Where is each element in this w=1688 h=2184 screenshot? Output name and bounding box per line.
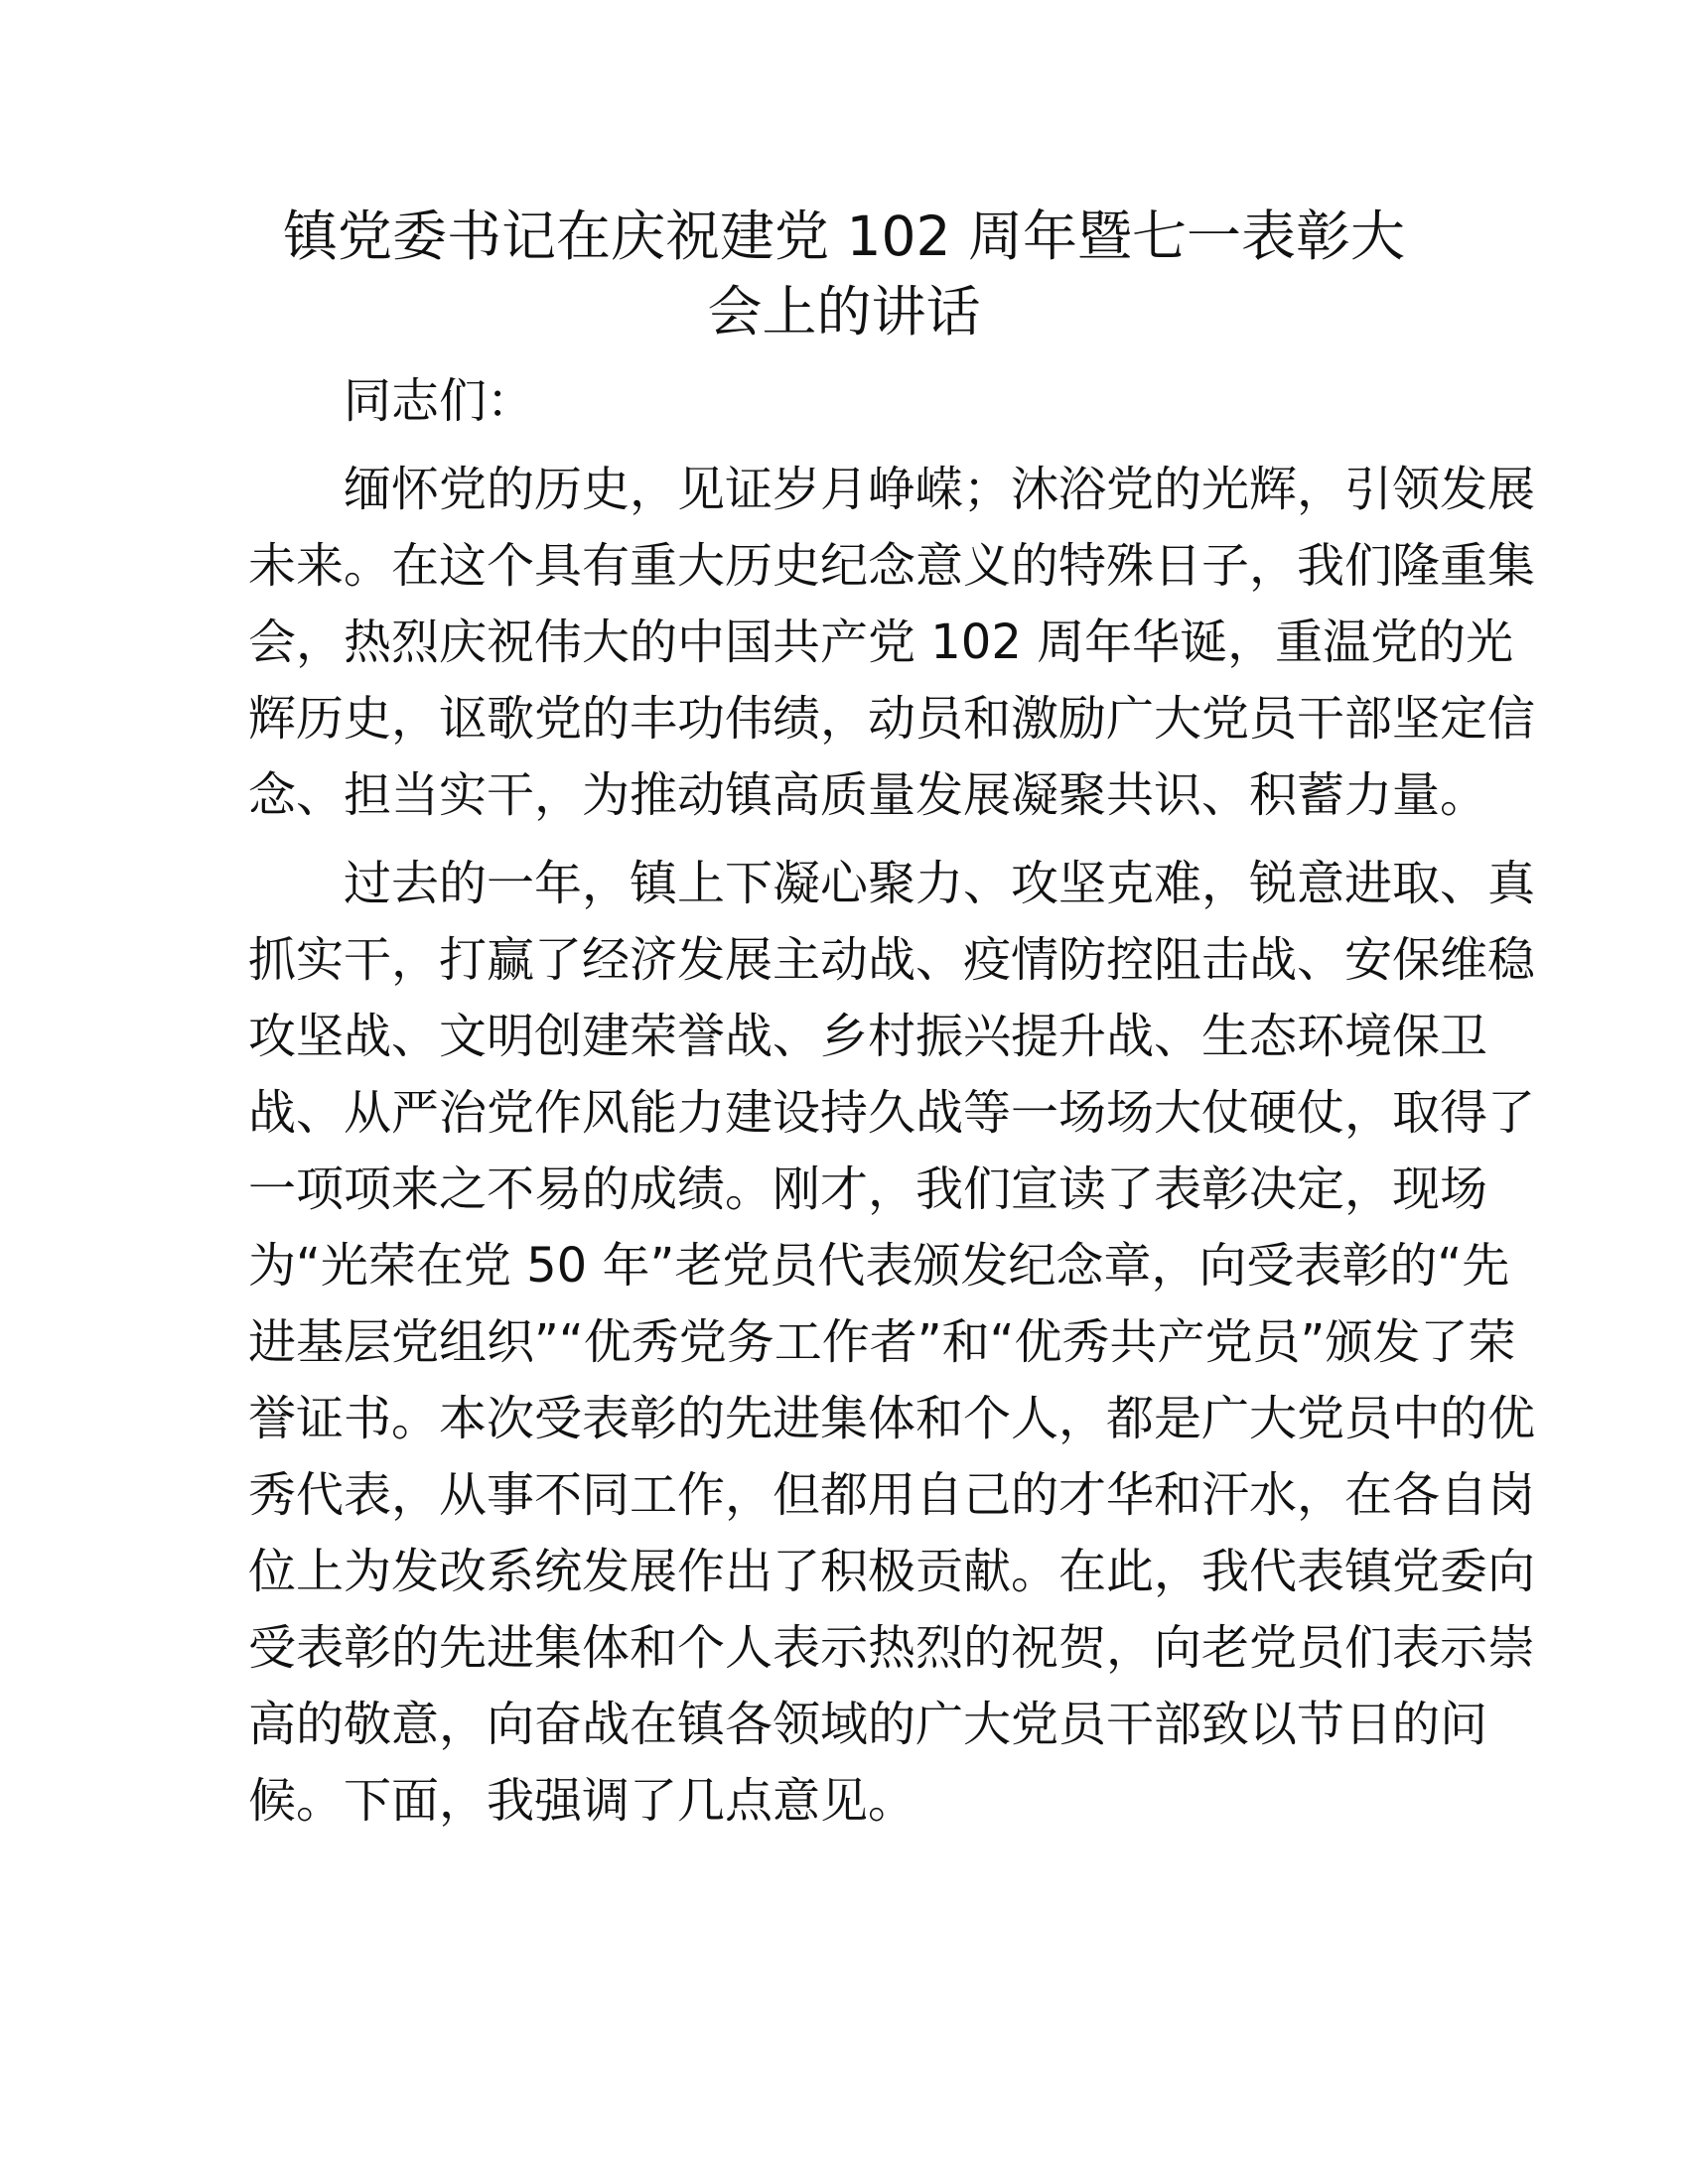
paragraph-2-line-5: 一项项来之不易的成绩。刚才，我们宣读了表彰决定，现场 — [248, 1161, 1488, 1217]
paragraph-2-line-12: 高的敬意，向奋战在镇各领域的广大党员干部致以节日的问 — [248, 1697, 1488, 1752]
paragraph-2-line-11: 受表彰的先进集体和个人表示热烈的祝贺，向老党员们表示崇 — [248, 1620, 1536, 1676]
title-line-1: 镇党委书记在庆祝建党 102 周年暨七一表彰大 — [283, 205, 1405, 268]
paragraph-2 — [248, 846, 1536, 1840]
paragraph-2-line-10: 位上为发改系统发展作出了积极贡献。在此，我代表镇党委向 — [248, 1544, 1536, 1599]
paragraph-2-line-3: 攻坚战、文明创建荣誉战、乡村振兴提升战、生态环境保卫 — [248, 1009, 1488, 1064]
paragraph-1 — [248, 452, 1536, 834]
document-title — [248, 199, 1440, 349]
salutation: 同志们： — [344, 373, 535, 429]
paragraph-1-line-1: 缅怀党的历史，见证岁月峥嵘；沐浴党的光辉，引领发展 — [344, 462, 1536, 517]
paragraph-2-line-4: 战、从严治党作风能力建设持久战等一场场大仗硬仗，取得了 — [248, 1085, 1536, 1141]
paragraph-1-line-5: 念、担当实干，为推动镇高质量发展凝聚共识、积蓄力量。 — [248, 767, 1488, 823]
paragraph-2-line-6: 为“光荣在党 50 年”老党员代表颁发纪念章，向受表彰的“先 — [248, 1238, 1510, 1294]
title-line-2: 会上的讲话 — [707, 280, 981, 343]
paragraph-1-line-2: 未来。在这个具有重大历史纪念意义的特殊日子，我们隆重集 — [248, 538, 1536, 594]
paragraph-1-line-3: 会，热烈庆祝伟大的中国共产党 102 周年华诞，重温党的光 — [248, 614, 1514, 670]
paragraph-2-line-13: 候。下面，我强调了几点意见。 — [248, 1773, 916, 1829]
document-page — [248, 199, 1536, 1851]
paragraph-2-line-2: 抓实干，打赢了经济发展主动战、疫情防控阻击战、安保维稳 — [248, 932, 1536, 988]
paragraph-2-line-7: 进基层党组织”“优秀党务工作者”和“优秀共产党员”颁发了荣 — [248, 1314, 1516, 1370]
paragraph-2-line-8: 誉证书。本次受表彰的先进集体和个人，都是广大党员中的优 — [248, 1391, 1536, 1446]
paragraph-2-line-1: 过去的一年，镇上下凝心聚力、攻坚克难，锐意进取、真 — [344, 856, 1536, 911]
paragraph-2-line-9: 秀代表，从事不同工作，但都用自己的才华和汗水，在各自岗 — [248, 1467, 1536, 1523]
paragraph-1-line-4: 辉历史，讴歌党的丰功伟绩，动员和激励广大党员干部坚定信 — [248, 691, 1536, 747]
